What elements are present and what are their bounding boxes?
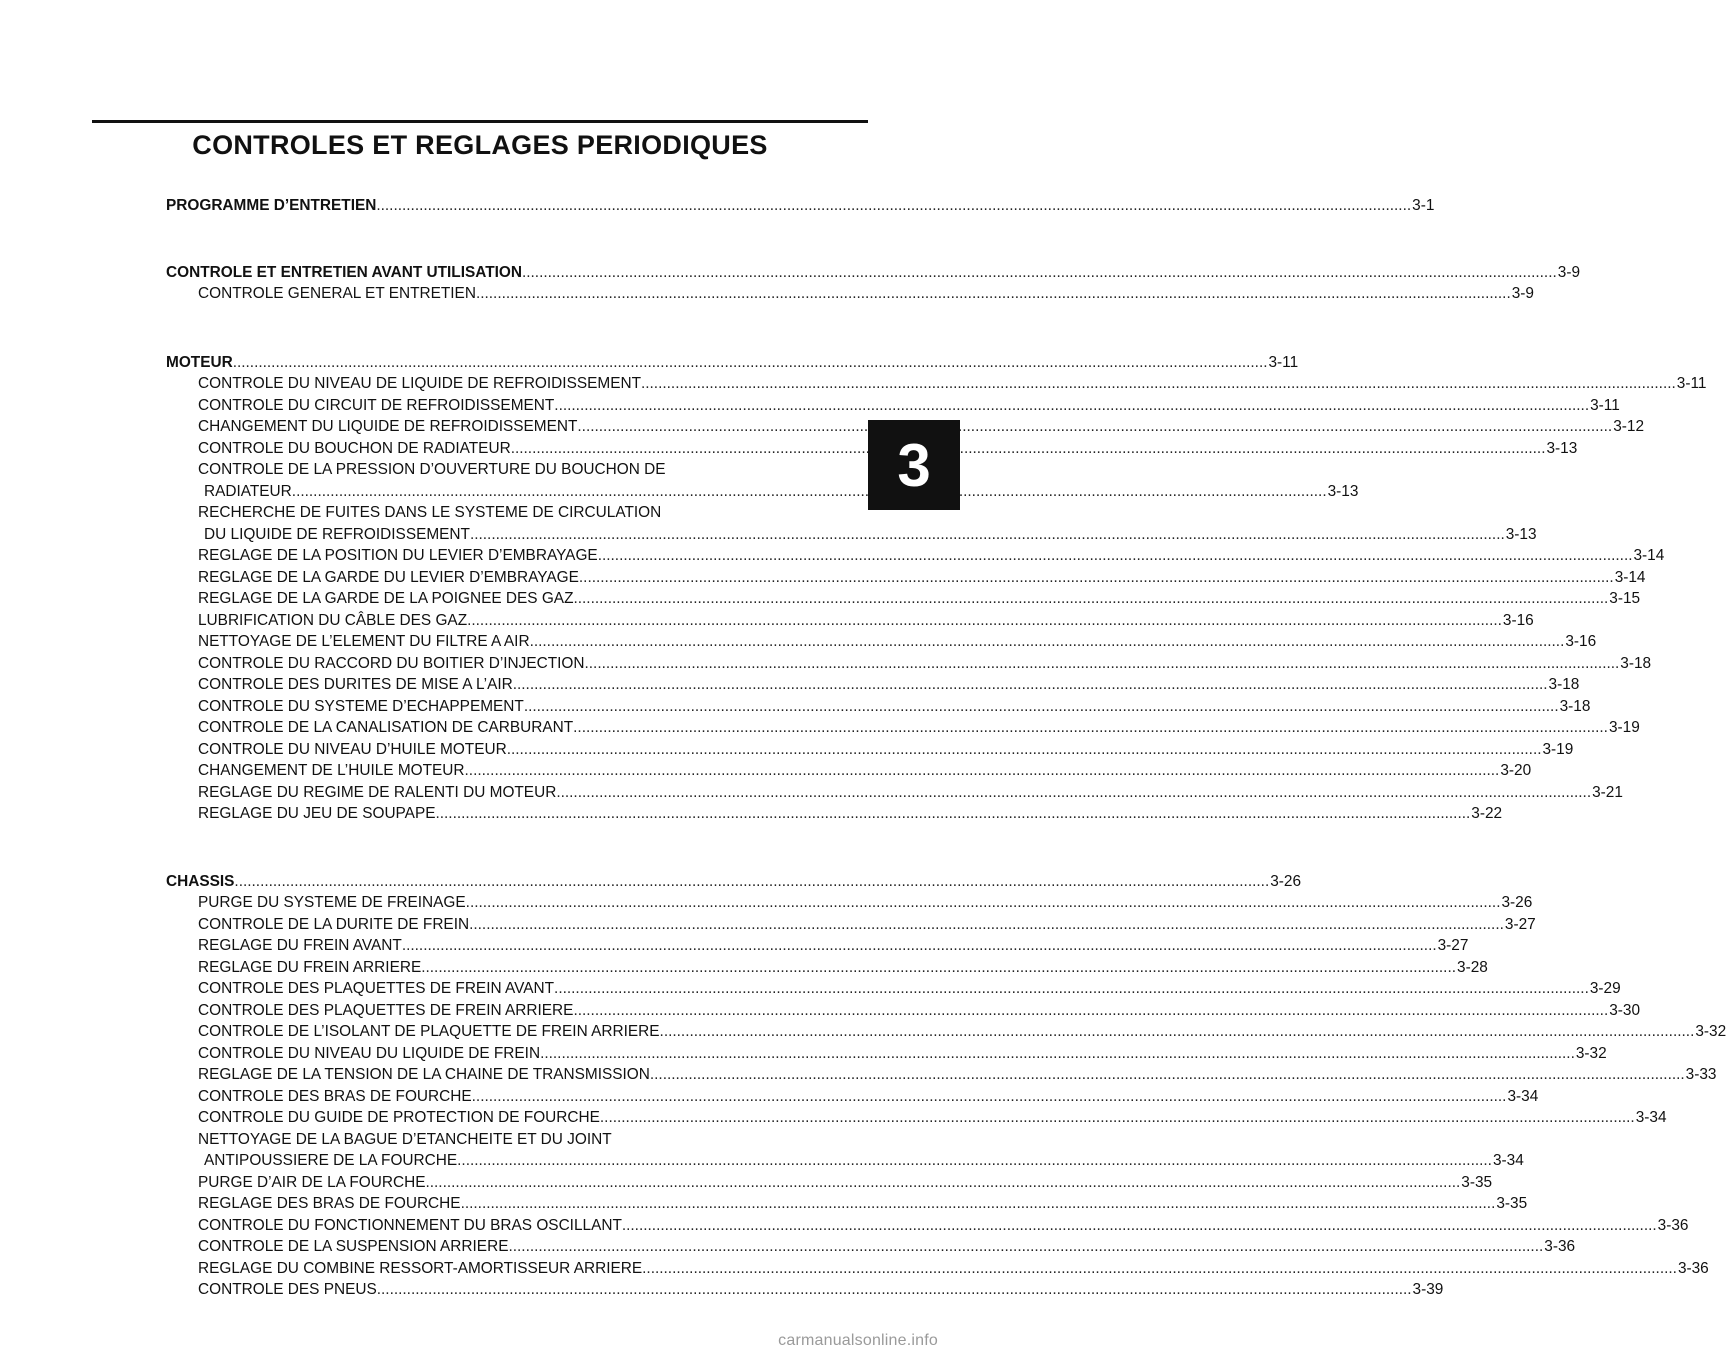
toc-entry-row[interactable] <box>166 610 1534 632</box>
leader-dots <box>622 1215 1657 1237</box>
toc-entry-text: CONTROLE DES PLAQUETTES DE FREIN AVANT <box>198 980 555 997</box>
toc-page-number: 3-26 <box>1270 872 1302 890</box>
toc-entry-text: CONTROLE DE L’ISOLANT DE PLAQUETTE DE FREIN ARRIERE <box>198 1023 660 1040</box>
leader-dots <box>292 481 1327 503</box>
toc-entry-row[interactable] <box>166 935 1469 957</box>
toc-page-number: 3-9 <box>1557 263 1581 281</box>
toc-section <box>166 262 1581 305</box>
toc-entry-row[interactable] <box>166 1000 1641 1022</box>
toc-page-number: 3-33 <box>1685 1066 1717 1083</box>
toc-entry-text: CONTROLE DU NIVEAU D’HUILE MOTEUR <box>198 740 507 758</box>
toc-page-number: 3-21 <box>1592 783 1623 801</box>
leader-dots <box>579 567 1614 589</box>
toc-entry-row[interactable] <box>166 1279 1444 1301</box>
toc-entry-row[interactable] <box>166 438 1578 460</box>
toc-entry-row[interactable] <box>166 653 1652 675</box>
table-of-contents <box>166 195 1726 1301</box>
toc-entry-text: REGLAGE DU FREIN AVANT <box>198 937 402 954</box>
toc-heading-text: MOTEUR <box>166 353 233 371</box>
toc-entry-row[interactable] <box>166 631 1597 653</box>
toc-page-number: 3-16 <box>1565 633 1597 650</box>
leader-dots <box>435 803 1470 825</box>
leader-dots <box>466 892 1501 914</box>
toc-page-number: 3-20 <box>1500 762 1532 779</box>
toc-entry-text: CONTROLE DU CIRCUIT DE REFROIDISSEMENT <box>198 396 555 414</box>
toc-heading-row[interactable] <box>166 871 1302 893</box>
leader-dots <box>507 739 1542 761</box>
toc-section <box>166 195 1435 217</box>
toc-section <box>166 871 1726 1301</box>
toc-entry-row[interactable] <box>166 760 1532 782</box>
toc-entry-row[interactable] <box>166 782 1623 804</box>
toc-page-number: 3-11 <box>1268 353 1299 371</box>
toc-entry-row[interactable] <box>166 739 1574 761</box>
leader-dots <box>540 1043 1575 1065</box>
toc-entry-row[interactable] <box>166 567 1646 589</box>
leader-dots <box>556 782 1591 804</box>
toc-entry-row[interactable] <box>166 914 1536 936</box>
toc-entry-row[interactable] <box>166 416 1645 438</box>
toc-page-number: 3-27 <box>1504 915 1536 933</box>
section-gap <box>166 217 796 262</box>
leader-dots <box>554 395 1589 417</box>
toc-entry-row[interactable] <box>166 545 1665 567</box>
toc-page-number: 3-1 <box>1412 197 1435 214</box>
leader-dots <box>476 283 1511 305</box>
leader-dots <box>522 262 1557 284</box>
toc-entry-text: RECHERCHE DE FUITES DANS LE SYSTEME DE CIRCULATION <box>198 504 662 521</box>
toc-entry-row[interactable] <box>166 1236 1576 1258</box>
toc-page-number: 3-13 <box>1505 525 1537 543</box>
toc-entry-row[interactable] <box>166 373 1707 395</box>
toc-entry-text: CONTROLE DE LA SUSPENSION ARRIERE <box>198 1238 509 1255</box>
toc-entry-line1 <box>166 1129 796 1151</box>
toc-entry-row[interactable] <box>166 696 1591 718</box>
toc-page-number: 3-11 <box>1676 375 1707 392</box>
toc-entry-text: CONTROLE DU SYSTEME D’ECHAPPEMENT <box>198 697 524 715</box>
toc-section <box>166 352 1707 825</box>
toc-page-number: 3-36 <box>1544 1238 1576 1255</box>
toc-page-number: 3-29 <box>1589 980 1621 997</box>
toc-page-number: 3-35 <box>1461 1173 1493 1191</box>
toc-entry-text: PURGE DU SYSTEME DE FREINAGE <box>198 894 466 911</box>
toc-entry-row[interactable] <box>166 1086 1539 1108</box>
toc-entry-line1 <box>166 502 796 524</box>
toc-page-number: 3-30 <box>1609 1001 1641 1019</box>
leader-dots <box>469 914 1504 936</box>
toc-entry-text: REGLAGE DE LA TENSION DE LA CHAINE DE TRANSMISSION <box>198 1066 650 1083</box>
toc-heading-text: CHASSIS <box>166 872 235 890</box>
leader-dots <box>233 352 1268 374</box>
toc-entry-text: REGLAGE DU JEU DE SOUPAPE <box>198 805 436 822</box>
leader-dots <box>530 631 1565 653</box>
toc-page-number: 3-28 <box>1457 958 1488 976</box>
toc-entry-text: CONTROLE DU NIVEAU DU LIQUIDE DE FREIN <box>198 1044 541 1062</box>
toc-entry-text: CONTROLE DU NIVEAU DE LIQUIDE DE REFROIDISSEMENT <box>198 375 641 392</box>
toc-page-number: 3-22 <box>1471 805 1503 822</box>
leader-dots <box>421 957 1456 979</box>
toc-page-number: 3-26 <box>1501 894 1533 911</box>
toc-entry-text: CONTROLE DE LA PRESSION D’OUVERTURE DU BOUCHON DE <box>198 461 666 478</box>
section-gap <box>166 825 796 871</box>
toc-entry-row[interactable] <box>166 1172 1493 1194</box>
toc-entry-row[interactable] <box>166 1193 1528 1215</box>
chapter-tab: 3 <box>868 420 960 510</box>
toc-entry-text: CONTROLE DU GUIDE DE PROTECTION DE FOURCHE <box>198 1109 600 1126</box>
toc-page-number: 3-35 <box>1496 1195 1528 1212</box>
toc-entry-row[interactable] <box>166 1150 1524 1172</box>
toc-heading-text: PROGRAMME D’ENTRETIEN <box>166 197 377 214</box>
toc-entry-text: CONTROLE DU RACCORD DU BOITIER D’INJECTION <box>198 654 585 672</box>
leader-dots <box>650 1064 1685 1086</box>
toc-entry-text: CONTROLE DU BOUCHON DE RADIATEUR <box>198 439 511 457</box>
leader-dots <box>377 1279 1412 1301</box>
leader-dots <box>573 588 1608 610</box>
toc-entry-row[interactable] <box>166 957 1488 979</box>
toc-entry-text: CONTROLE GENERAL ET ENTRETIEN <box>198 285 476 302</box>
leader-dots <box>577 416 1612 438</box>
leader-dots <box>511 438 1546 460</box>
leader-dots <box>573 1000 1608 1022</box>
toc-heading-row[interactable] <box>166 195 1435 217</box>
toc-page-number: 3-14 <box>1614 568 1646 586</box>
toc-page-number: 3-12 <box>1613 418 1645 435</box>
toc-entry-row[interactable] <box>166 978 1621 1000</box>
leader-dots <box>467 610 1502 632</box>
toc-page-number: 3-13 <box>1327 482 1359 500</box>
toc-entry-text: LUBRIFICATION DU CÂBLE DES GAZ <box>198 611 468 629</box>
leader-dots <box>457 1150 1492 1172</box>
toc-entry-row[interactable] <box>166 1064 1717 1086</box>
toc-page-number: 3-27 <box>1437 937 1469 954</box>
toc-page-number: 3-36 <box>1657 1216 1689 1234</box>
toc-entry-row[interactable] <box>166 395 1620 417</box>
leader-dots <box>465 760 1500 782</box>
toc-page-number: 3-18 <box>1559 697 1591 715</box>
toc-entry-text: REGLAGE DU REGIME DE RALENTI DU MOTEUR <box>198 783 557 801</box>
toc-entry-row[interactable] <box>166 674 1580 696</box>
leader-dots <box>402 935 1437 957</box>
leader-dots <box>598 545 1633 567</box>
leader-dots <box>472 1086 1507 1108</box>
leader-dots <box>554 978 1589 1000</box>
toc-entry-text: CHANGEMENT DE L’HUILE MOTEUR <box>198 762 465 779</box>
toc-entry-row[interactable] <box>166 588 1641 610</box>
leader-dots <box>508 1236 1543 1258</box>
toc-entry-text: REGLAGE DES BRAS DE FOURCHE <box>198 1195 461 1212</box>
toc-heading-row[interactable] <box>166 352 1299 374</box>
toc-entry-text: RADIATEUR <box>204 482 292 500</box>
toc-page-number: 3-34 <box>1635 1109 1667 1126</box>
toc-entry-text: CONTROLE DE LA CANALISATION DE CARBURANT <box>198 719 574 736</box>
toc-entry-row[interactable] <box>166 717 1640 739</box>
leader-dots <box>642 1258 1677 1280</box>
toc-entry-text: CONTROLE DU FONCTIONNEMENT DU BRAS OSCILLANT <box>198 1216 622 1234</box>
toc-page-number: 3-16 <box>1502 611 1534 629</box>
toc-page-number: 3-19 <box>1542 740 1574 758</box>
toc-entry-text: REGLAGE DE LA GARDE DU LEVIER D’EMBRAYAGE <box>198 568 579 586</box>
toc-entry-text: REGLAGE DE LA GARDE DE LA POIGNEE DES GAZ <box>198 590 574 607</box>
toc-entry-row[interactable] <box>166 1215 1689 1237</box>
toc-page-number: 3-34 <box>1507 1087 1539 1105</box>
toc-entry-line1 <box>166 459 796 481</box>
toc-entry-text: REGLAGE DU FREIN ARRIERE <box>198 958 422 976</box>
leader-dots <box>234 871 1269 893</box>
toc-page-number: 3-36 <box>1677 1259 1709 1277</box>
toc-entry-row[interactable] <box>166 524 1537 546</box>
toc-entry-row[interactable] <box>166 1021 1726 1043</box>
toc-entry-text: CONTROLE DE LA DURITE DE FREIN <box>198 915 470 933</box>
toc-page-number: 3-32 <box>1575 1044 1607 1062</box>
toc-entry-row[interactable] <box>166 283 1534 305</box>
leader-dots <box>470 524 1505 546</box>
toc-page-number: 3-15 <box>1609 590 1641 607</box>
leader-dots <box>461 1193 1496 1215</box>
toc-page-number: 3-13 <box>1546 439 1578 457</box>
section-gap <box>166 305 796 352</box>
leader-dots <box>600 1107 1635 1129</box>
toc-entry-text: ANTIPOUSSIERE DE LA FOURCHE <box>204 1152 458 1169</box>
leader-dots <box>641 373 1676 395</box>
toc-page-number: 3-9 <box>1511 285 1534 302</box>
toc-entry-text: CHANGEMENT DU LIQUIDE DE REFROIDISSEMENT <box>198 418 578 435</box>
toc-entry-text: NETTOYAGE DE L’ELEMENT DU FILTRE A AIR <box>198 633 530 650</box>
toc-entry-text: CONTROLE DES PNEUS <box>198 1281 377 1298</box>
leader-dots <box>425 1172 1460 1194</box>
leader-dots <box>660 1021 1695 1043</box>
toc-entry-row[interactable] <box>166 481 1359 503</box>
toc-entry-text: CONTROLE DES BRAS DE FOURCHE <box>198 1087 472 1105</box>
leader-dots <box>573 717 1608 739</box>
toc-entry-text: CONTROLE DES DURITES DE MISE A L’AIR <box>198 676 513 693</box>
toc-entry-row[interactable] <box>166 1043 1607 1065</box>
toc-page-number: 3-14 <box>1633 547 1665 564</box>
toc-entry-text: DU LIQUIDE DE REFROIDISSEMENT <box>204 525 470 543</box>
toc-entry-row[interactable] <box>166 803 1503 825</box>
leader-dots <box>524 696 1559 718</box>
toc-heading-text: CONTROLE ET ENTRETIEN AVANT UTILISATION <box>166 263 522 281</box>
toc-page-number: 3-18 <box>1620 654 1652 672</box>
leader-dots <box>585 653 1620 675</box>
toc-entry-row[interactable] <box>166 1258 1709 1280</box>
toc-entry-row[interactable] <box>166 1107 1667 1129</box>
toc-page-number: 3-32 <box>1695 1023 1726 1040</box>
toc-entry-text: PURGE D’AIR DE LA FOURCHE <box>198 1173 426 1191</box>
toc-page-number: 3-11 <box>1590 396 1620 414</box>
toc-page-number: 3-18 <box>1548 676 1580 693</box>
toc-entry-text: REGLAGE DE LA POSITION DU LEVIER D’EMBRAYAGE <box>198 547 598 564</box>
toc-page-number: 3-39 <box>1412 1281 1444 1298</box>
page-title: CONTROLES ET REGLAGES PERIODIQUES <box>192 130 768 160</box>
toc-page-number: 3-34 <box>1492 1152 1524 1169</box>
toc-heading-row[interactable] <box>166 262 1581 284</box>
toc-entry-text: CONTROLE DES PLAQUETTES DE FREIN ARRIERE <box>198 1001 574 1019</box>
toc-entry-row[interactable] <box>166 892 1533 914</box>
top-rule <box>92 120 868 123</box>
leader-dots <box>513 674 1548 696</box>
watermark: carmanualsonline.info <box>778 1332 938 1349</box>
toc-page-number: 3-19 <box>1608 719 1640 736</box>
toc-entry-text: NETTOYAGE DE LA BAGUE D’ETANCHEITE ET DU JOINT <box>198 1130 612 1148</box>
toc-entry-text: REGLAGE DU COMBINE RESSORT-AMORTISSEUR ARRIERE <box>198 1259 643 1277</box>
leader-dots <box>376 195 1411 217</box>
